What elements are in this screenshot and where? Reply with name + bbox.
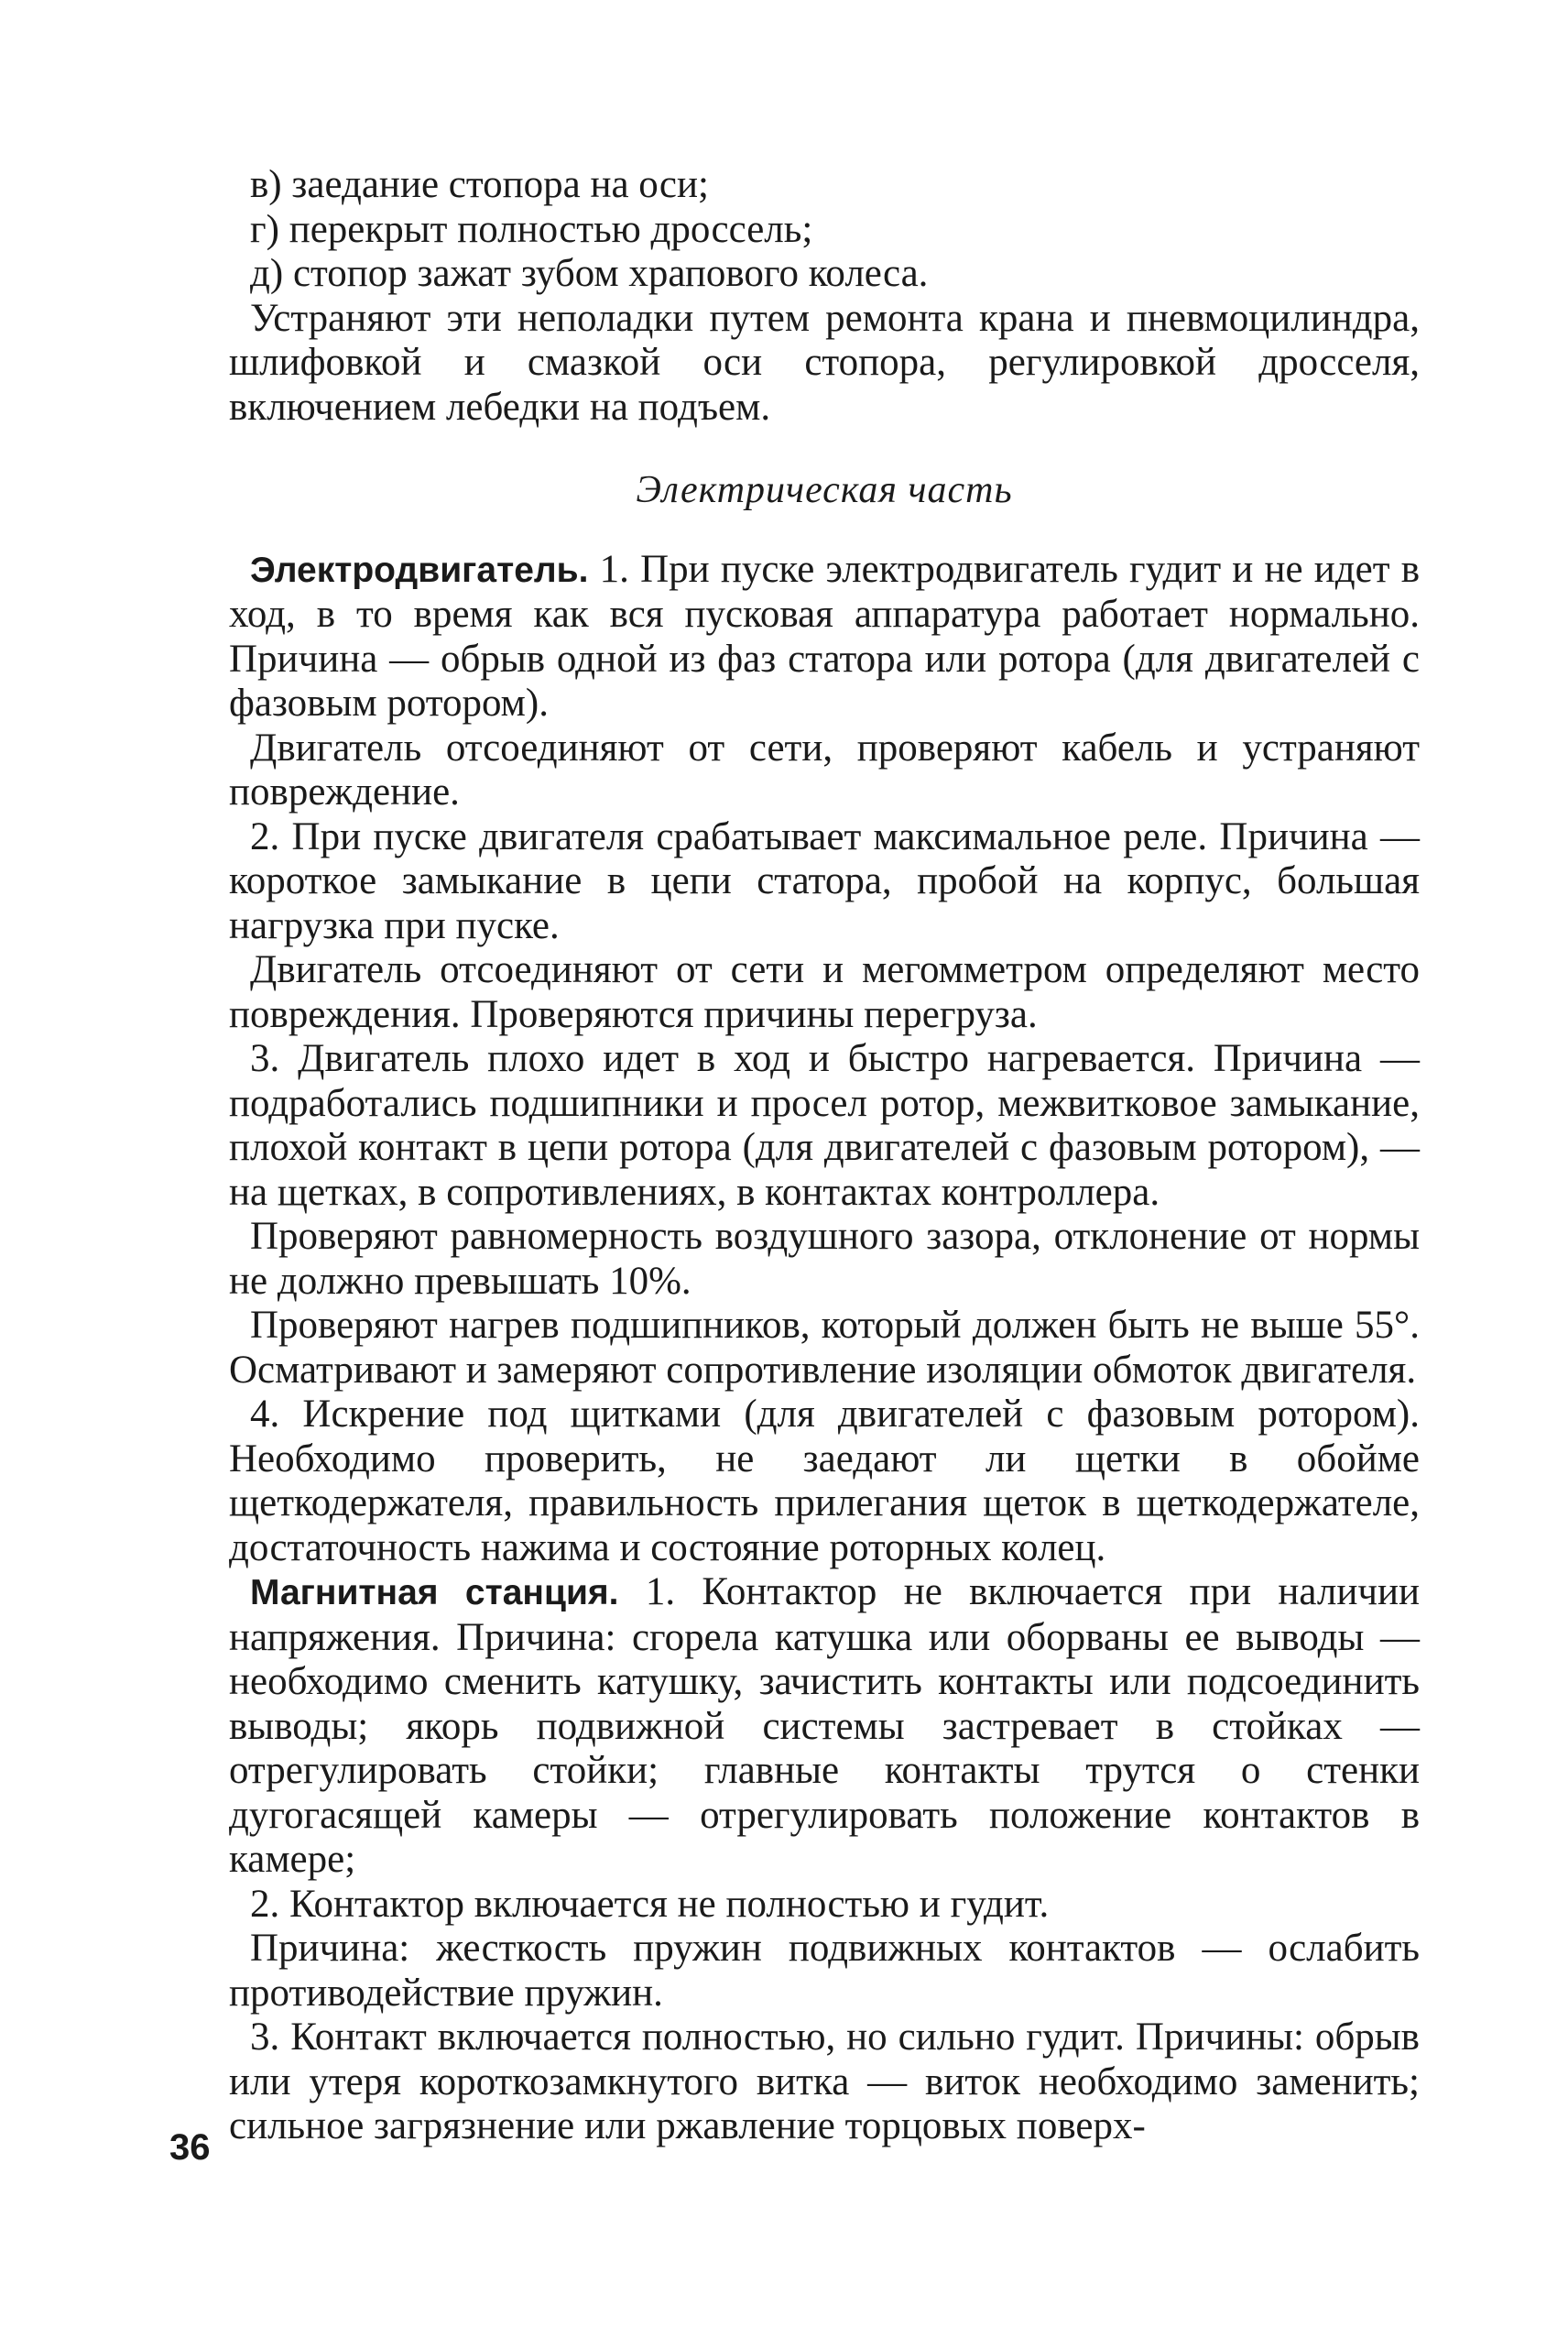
paragraph: 4. Искрение под щитками (для двигателей с фазовым ротором). Необходимо проверить, не заедают ли щетки в обойме щеткодержателя, правильность прилегания щеток в щеткодержателе, достаточность нажима и состояние роторных колец. <box>229 1393 1420 1569</box>
paragraph: Причина: жесткость пружин подвижных контактов — ослабить противодействие пружин. <box>229 1927 1420 2015</box>
paragraph: 2. При пуске двигателя срабатывает максимальное реле. Причина — короткое замыкание в цепи статора, пробой на корпус, большая нагрузка при пуске. <box>229 814 1420 947</box>
intro-paragraph: Устраняют эти неполадки путем ремонта крана и пневмоцилиндра, шлифовкой и смазкой оси стопора, регулировкой дросселя, включением лебедки на подъем. <box>229 296 1420 429</box>
paragraph: Проверяют равномерность воздушного зазора, отклонение от нормы не должно превышать 10%. <box>229 1215 1420 1303</box>
page-number: 36 <box>169 2127 211 2168</box>
list-item: г) перекрыт полностью дроссель; <box>250 207 813 251</box>
list-item: в) заедание стопора на оси; <box>250 163 709 206</box>
paragraph-lead: Электродвигатель. <box>250 550 589 590</box>
paragraph: 2. Контактор включается не полностью и гудит. <box>250 1882 1050 1926</box>
paragraph-lead: Магнитная станция. <box>250 1573 619 1612</box>
paragraph-text: 1. Контактор не включается при наличии напряжения. Причина: сгорела катушка или оборваны ее выводы — необходимо сменить катушку, зачистить контакты или подсоединить выводы; якорь подвижной системы застревает в стойках — отрегулировать стойки; главные контакты трутся о стенки дугогасящей камеры — отрегулировать положение контактов в камере; <box>229 1570 1420 1881</box>
paragraph: Двигатель отсоединяют от сети и мегомметром определяют место повреждения. Проверяются причины перегруза. <box>229 948 1420 1036</box>
text-body <box>229 163 1420 2149</box>
paragraph-text: 1. При пуске электродвигатель гудит и не идет в ход, в то время как вся пусковая аппаратура работает нормально. Причина — обрыв одной из фаз статора или ротора (для двигателей с фазовым ротором). <box>229 547 1420 725</box>
paragraph: Проверяют нагрев подшипников, который должен быть не выше 55°. Осматривают и замеряют сопротивление изоляции обмоток двигателя. <box>229 1304 1420 1392</box>
paragraph <box>229 1570 1420 1883</box>
section-heading: Электрическая часть <box>636 469 1013 511</box>
paragraph: 3. Контакт включается полностью, но сильно гудит. Причины: обрыв или утеря короткозамкнутого витка — виток необходимо заменить; сильное загрязнение или ржавление торцовых поверх- <box>229 2016 1420 2147</box>
paragraph: Двигатель отсоединяют от сети, проверяют кабель и устраняют повреждение. <box>229 726 1420 814</box>
paragraph <box>229 548 1420 727</box>
paragraph: 3. Двигатель плохо идет в ход и быстро нагревается. Причина — подработались подшипники и просел ротор, межвитковое замыкание, плохой контакт в цепи ротора (для двигателей с фазовым ротором), — на щетках, в сопротивлениях, в контактах контроллера. <box>229 1037 1420 1214</box>
list-item: д) стопор зажат зубом храпового колеса. <box>250 252 929 295</box>
